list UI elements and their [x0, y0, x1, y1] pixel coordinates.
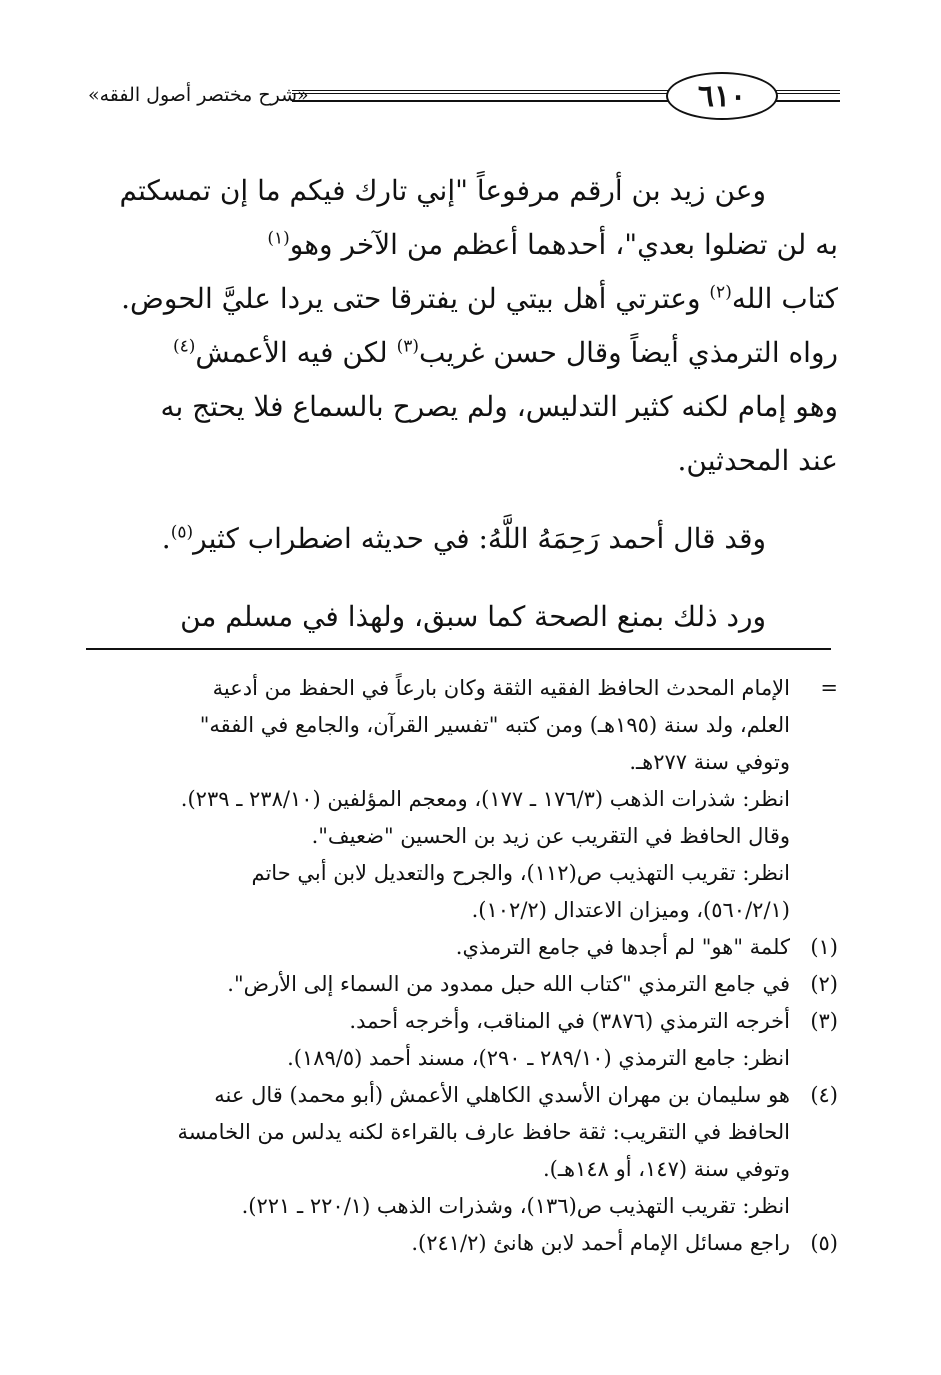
body-line: [86, 218, 838, 272]
footnote-text: كلمة "هو" لم أجدها في جامع الترمذي.: [455, 935, 790, 959]
page-header: [80, 70, 840, 130]
body-line-text: وعترتي أهل بيتي لن يفترقا حتى يردا عليَّ الحوض.: [121, 282, 701, 315]
footnote-marker: (٣): [810, 1009, 838, 1033]
continuation-marker: =: [820, 676, 838, 700]
footnote-marker: (١): [810, 935, 838, 959]
footnote-ref[interactable]: (٢): [709, 282, 732, 303]
body-line-text: به لن تضلوا بعدي"، أحدهما أعظم من الآخر وهو: [289, 228, 838, 261]
body-line: عند المحدثين.: [677, 444, 838, 477]
footnote-ref[interactable]: (٣): [396, 336, 420, 357]
footnote-line: انظر: شذرات الذهب (١٧٦/٣ ـ ١٧٧)، ومعجم المؤلفين (٢٣٨/١٠ ـ ٢٣٩).: [180, 787, 790, 811]
running-title: «شرح مختصر أصول الفقه»: [88, 84, 309, 106]
body-line: [86, 272, 838, 326]
footnote-text: الإمام المحدث الحافظ الفقيه الثقة وكان بارعاً في الحفظ من أدعية: [212, 676, 790, 700]
footnote-1: [86, 929, 838, 966]
footnote-marker: (٢): [810, 972, 838, 996]
footnote-5: [86, 1225, 838, 1262]
page-number-text: ٦١٠: [697, 78, 747, 114]
footnote-line: الحافظ في التقريب: ثقة حافظ عارف بالقراءة لكنه يدلس من الخامسة: [177, 1120, 790, 1144]
main-text: [86, 164, 838, 644]
page-number: [666, 72, 778, 120]
footnote-ref[interactable]: (٤): [172, 336, 196, 357]
footnote-line: وقال الحافظ في التقريب عن زيد بن الحسين "ضعيف".: [311, 824, 790, 848]
footnote-text: راجع مسائل الإمام أحمد لابن هانئ (٢٤١/٢).: [411, 1231, 790, 1255]
body-line: [86, 326, 838, 380]
footnote-text: هو سليمان بن مهران الأسدي الكاهلي الأعمش (أبو محمد) قال عنه: [214, 1083, 790, 1107]
footnotes: [86, 670, 838, 1262]
footnote-separator: [86, 648, 831, 650]
footnote-2: [86, 966, 838, 1003]
footnote-line: انظر: تقريب التهذيب ص(١٣٦)، وشذرات الذهب (٢٢٠/١ ـ ٢٢١).: [241, 1194, 790, 1218]
body-line: [86, 512, 838, 566]
body-line-text: رواه الترمذي أيضاً وقال حسن غريب: [419, 336, 838, 369]
footnote-ref[interactable]: (٥): [170, 522, 194, 543]
footnote-text: في جامع الترمذي "كتاب الله حبل ممدود من السماء إلى الأرض".: [227, 972, 790, 996]
footnote-line: انظر: تقريب التهذيب ص(١١٢)، والجرح والتعديل لابن أبي حاتم: [251, 861, 790, 885]
footnote-marker: (٤): [810, 1083, 838, 1107]
body-line-text: لكن فيه الأعمش: [195, 336, 388, 369]
body-line: ورد ذلك بمنع الصحة كما سبق، ولهذا في مسلم من: [180, 600, 766, 633]
footnote-3: [86, 1003, 838, 1040]
footnote-text: أخرجه الترمذي (٣٨٧٦) في المناقب، وأخرجه أحمد.: [349, 1009, 790, 1033]
body-line-text: وقد قال أحمد رَحِمَهُ اللَّهُ: في حديثه اضطراب كثير: [193, 522, 766, 555]
body-line: وعن زيد بن أرقم مرفوعاً "إني تارك فيكم ما إن تمسكتم: [119, 174, 766, 207]
footnote-4: [86, 1077, 838, 1114]
footnote-line: العلم، ولد سنة (١٩٥هـ) ومن كتبه "تفسير القرآن، والجامع في الفقه": [199, 713, 790, 737]
footnote-line: انظر: جامع الترمذي (٢٨٩/١٠ ـ ٢٩٠)، مسند أحمد (١٨٩/٥).: [287, 1046, 790, 1070]
body-line-text: .: [161, 522, 171, 555]
footnote-line: وتوفي سنة ٢٧٧هـ.: [629, 750, 790, 774]
footnote-ref[interactable]: (١): [267, 228, 290, 249]
footnote-line: [86, 670, 838, 707]
body-line: وهو إمام لكنه كثير التدليس، ولم يصرح بالسماع فلا يحتج به: [160, 390, 838, 423]
header-rule-right: [770, 90, 840, 102]
footnote-line: وتوفي سنة (١٤٧، أو ١٤٨هـ).: [542, 1157, 790, 1181]
footnote-line: (٥٦٠/٢/١)، وميزان الاعتدال (١٠٢/٢).: [471, 898, 790, 922]
body-line-text: كتاب الله: [731, 282, 838, 315]
footnote-marker: (٥): [810, 1231, 838, 1255]
